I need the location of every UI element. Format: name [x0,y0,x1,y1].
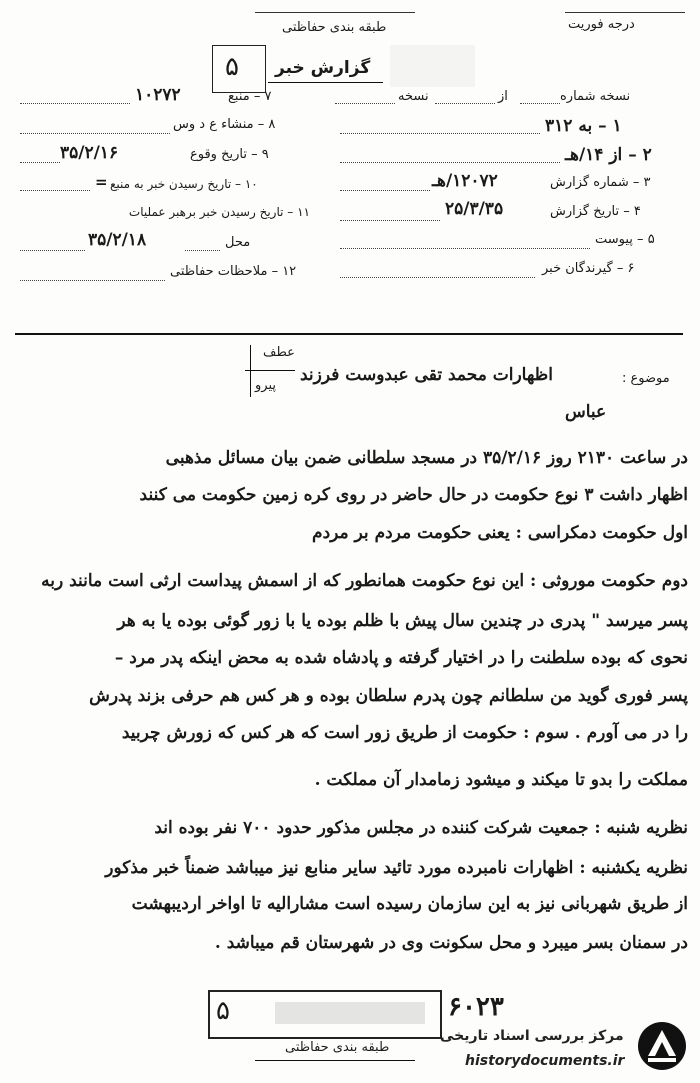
assessment-line: نظریه شنبه : جمعیت شرکت کننده در مجلس مذکور حدود ۷۰۰ نفر بوده اند [154,818,688,838]
subject-label: موضوع : [622,371,670,386]
urgency-underline [565,12,685,13]
item4-value: ۲۵/۳/۳۵ [445,199,504,219]
report-title: گزارش خبر [275,58,371,78]
registration-stamp [212,45,266,93]
body-line: نحوی که بوده سلطنت را در اختیار گرفته و پادشاه شده به محض اینکه پدر مرد – [114,648,688,668]
bottom-stamp-mark: ۵ [216,996,230,1026]
item7-value: ۱۰۲۷۲ [135,85,181,105]
body-line: را در می آورم . سوم : حکومت از طریق زور است که هر کس که زورش چربید [121,723,688,743]
reference-label: عطف [263,345,295,360]
of-label: از [498,89,508,104]
item3-label: ۳ – شماره گزارش [550,175,651,190]
item6-recipients: ۶ – گیرندگان خبر [542,261,635,276]
item9-value: ۳۵/۲/۱۶ [60,143,119,163]
assessment-line: از طریق شهربانی نیز به این سازمان رسیده است مشارالیه تا اواخر اردیبهشت [131,894,688,914]
bottom-classification-underline [255,1060,415,1061]
assessment-line: نظریه یکشنبه : اظهارات نامبرده مورد تائید سایر منابع نیز میباشد ضمناً خبر مذکور [105,858,688,878]
watermark-title: مرکز بررسی اسناد تاریخی [440,1028,624,1044]
item12-security: ۱۲ – ملاحظات حفاظتی [170,264,297,279]
item2: ۲ – از ۱۴/هـ [565,145,652,165]
classification-underline [255,12,415,13]
place-label: محل [225,235,251,250]
item4-label: ۴ – تاریخ گزارش [550,204,641,219]
classification-label-bottom: طبقه بندی حفاظتی [285,1040,390,1055]
copy-number-label: نسخه شماره [560,89,631,104]
subject-text: اظهارات محمد تقی عبدوست فرزند [300,365,553,385]
assessment-line: در سمنان بسر میبرد و محل سکونت وی در شهرستان قم میباشد . [214,933,688,953]
item10-value: = [95,173,108,191]
stamp-mark: ۵ [225,52,239,82]
item7-label: ۷ – منبع [228,89,272,104]
item9-label: ۹ – تاریخ وقوع [190,147,269,162]
body-line: مملکت را بدو تا میکند و میشود زمامدار آن مملکت . [314,770,688,790]
stamp-smudge [275,1002,425,1024]
item5-attachment: ۵ – پیوست [595,232,655,247]
body-line: اظهار داشت ۳ نوع حکومت در حال حاضر در روی کره زمین حکومت می کنند [139,485,688,505]
copy-label: نسخه [398,89,429,104]
header-rule [15,333,683,335]
item10-received: ۱۰ – تاریخ رسیدن خبر به منبع [110,177,258,191]
reference-divider [245,370,295,371]
place-value: ۳۵/۲/۱۸ [88,230,147,250]
subject-text-2: عباس [565,402,607,422]
body-line: پسر فوری گوید من سلطانم چون پدرم سلطان بوده و هر کس هم حرفی بزند پدرش [89,686,688,706]
body-line: در ساعت ۲۱۳۰ روز ۳۵/۲/۱۶ در مسجد سلطانی ضمن بیان مسائل مذهبی [165,448,688,468]
archive-logo-icon [636,1020,688,1072]
item8-origin: ۸ – منشاء ع د وس [173,117,276,132]
urgency-label: درجه فوریت [568,17,635,32]
body-line: دوم حکومت موروثی : این نوع حکومت همانطور که از اسمش پیداست ارثی است مانند ربه [41,571,688,591]
body-line: اول حکومت دمکراسی : یعنی حکومت مردم بر مردم [312,523,688,543]
reference-vline [250,345,251,397]
body-line: پسر میرسد " پدری در چندین سال پیش با ظلم بوده یا با زور گوئی بوده یا به هر [117,611,688,631]
item3-value: ۱۲۰۷۲/هـ [432,171,498,191]
item11-ops: ۱۱ – تاریخ رسیدن خبر برهبر عملیات [128,205,310,219]
title-underline [268,82,383,83]
archive-number: ۶۰۲۳ [448,992,504,1022]
follow-up-label: پیرو [255,378,276,393]
watermark-url: historydocuments.ir [465,1053,625,1069]
classification-label-top: طبقه بندی حفاظتی [282,20,387,35]
item1: ۱ – به ۳۱۲ [545,116,622,136]
archive-stamp [208,990,442,1039]
smudge [390,45,475,87]
